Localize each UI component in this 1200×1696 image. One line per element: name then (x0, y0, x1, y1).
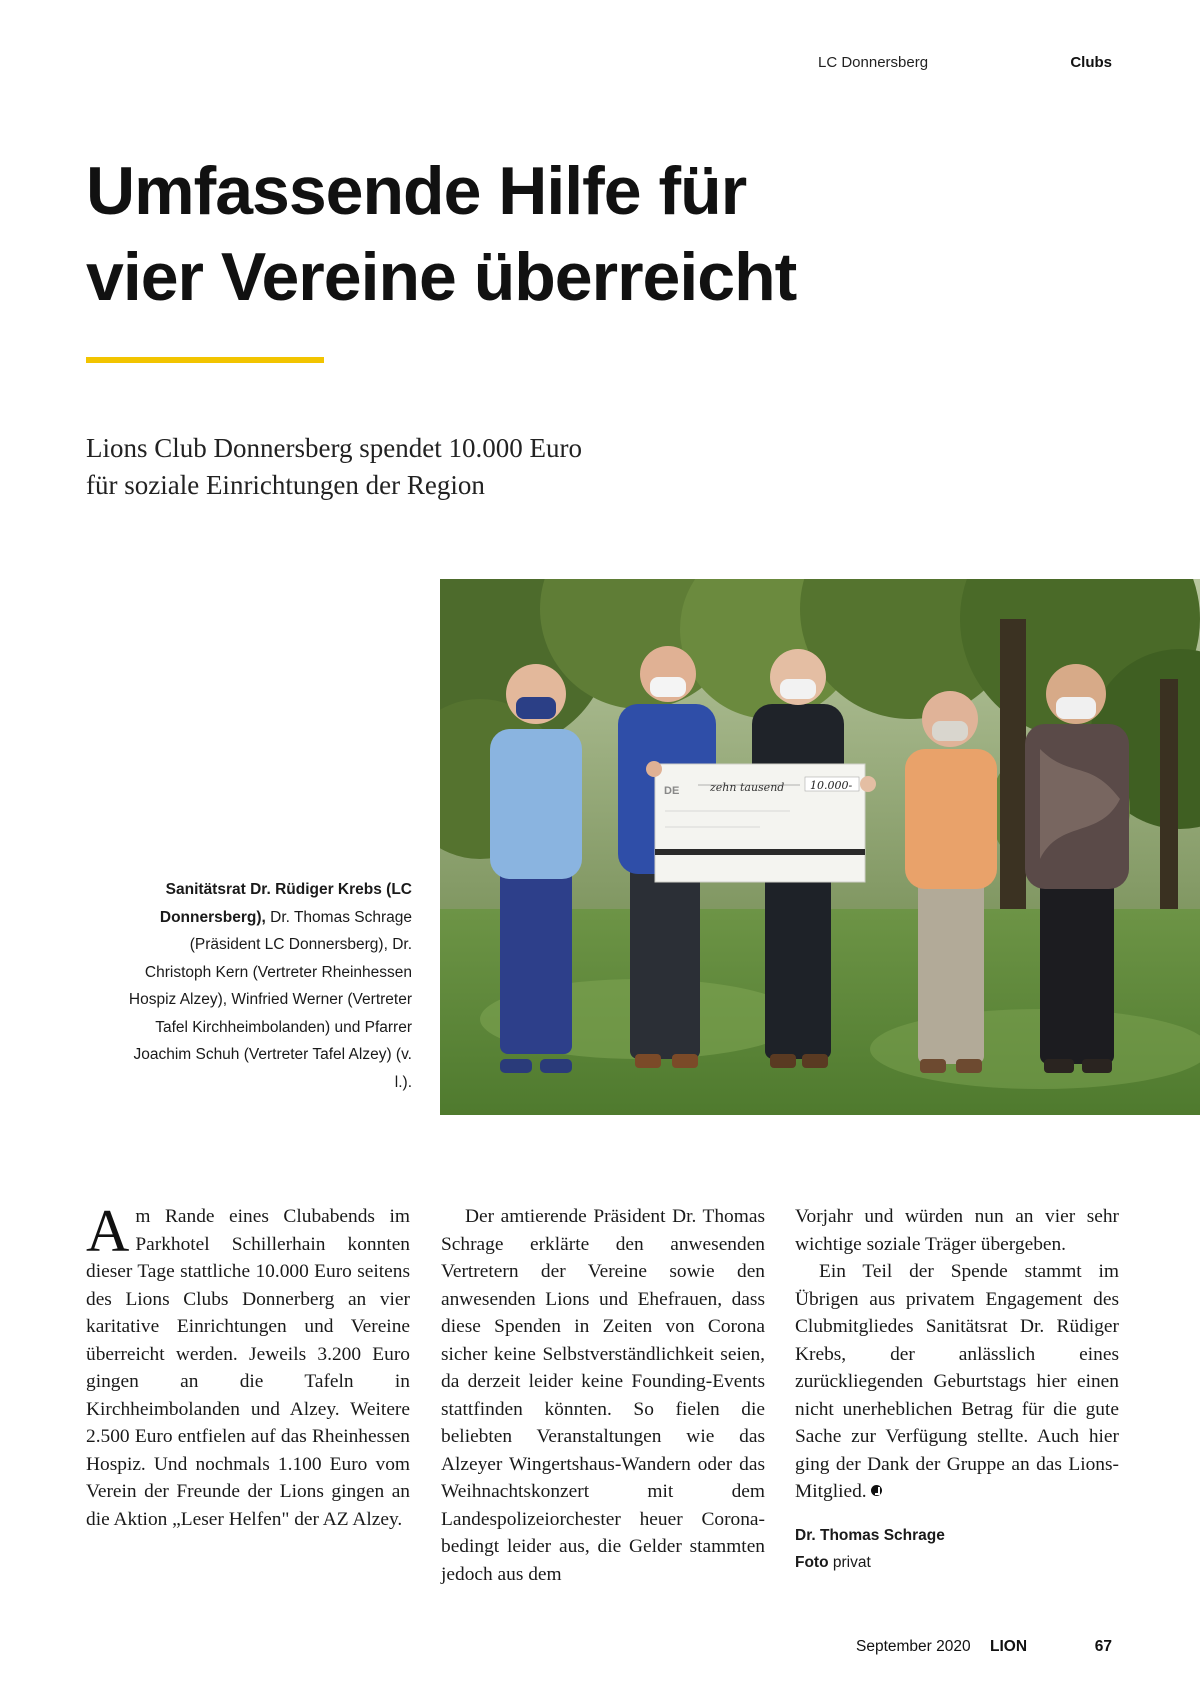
issue-date: September 2020 (856, 1638, 971, 1655)
caption-text: Dr. Thomas Schrage (Präsident LC Donnersberg), Dr. Christoph Kern (Vertreter Rheinhessen Hospiz Alzey), Winfried Werner (Vertreter Tafel Kirchheimbolanden) und Pfarrer Joachim Schuh (Vertreter Tafel Alzey) (v. l.). (128, 908, 412, 1091)
check-amount: 10.000- (810, 779, 853, 792)
body-paragraph-1: m Rande eines Clubabends im Parkhotel Schillerhain konnten dieser Tage stattliche 10.000 Euro seitens des Lions Clubs Donnerberg an vier karitative Einrichtungen und Vereine überreicht werden. Jeweils 3.200 Euro gingen an die Tafeln in Kirchheimbolanden und Alzey. Weitere 2.500 Euro entfielen auf das Rheinhessen Hospiz. Und nochmals 1.100 Euro vom Verein der Freunde der Lions gingen an die Aktion „Leser Helfen" der AZ Alzey. (86, 1206, 410, 1530)
author-name: Dr. Thomas Schrage (795, 1526, 945, 1544)
section-label: LC Donnersberg (818, 54, 929, 71)
rubric-label: Clubs (1070, 54, 1112, 71)
check-amount-words: zehn tausend (710, 781, 785, 794)
accent-rule (86, 357, 324, 363)
page-number: 67 (1094, 1638, 1112, 1655)
article-photo (440, 579, 1200, 1115)
magazine-name: LION (990, 1638, 1028, 1655)
subtitle-line-1: Lions Club Donnersberg spendet 10.000 Euro (86, 433, 582, 463)
body-paragraph-3b: Ein Teil der Spende stammt im Übrigen aus privatem Engagement des Clubmitgliedes Sanitätsrat Dr. Rüdiger Krebs, der anlässlich eines zurückliegenden Geburtstags hier einen nicht unerheblichen Betrag für die gute Sache zur Verfügung stellte. Auch hier ging der Dank der Gruppe an das Lions-Mitglied. (795, 1261, 1119, 1502)
body-column-3 (795, 1203, 1119, 1576)
subtitle-line-2: für soziale Einrichtungen der Region (86, 470, 485, 500)
body-paragraph-2: Der amtierende Präsident Dr. Thomas Schrage erklärte den anwesenden Vertretern der Vereine sowie den anwesenden Lions und Ehefrauen, dass diese Spenden in Zeiten von Corona sicher keine Selbstverständlichkeit seien, da derzeit leider keine Founding-Events stattfinden könnten. So fielen die beliebten Veranstaltungen wie das Alzeyer Wingertshaus-Wandern oder das Weihnachtskonzert mit dem Landespolizeiorchester heuer Corona-bedingt leider aus, die Gelder stammten jedoch aus dem (441, 1206, 765, 1585)
photo-caption (120, 876, 412, 1096)
person-5 (1025, 664, 1129, 1073)
donation-check (655, 764, 865, 882)
body-paragraph-3a: Vorjahr und würden nun an vier sehr wichtige soziale Träger übergeben. (795, 1206, 1119, 1255)
body-column-1 (86, 1198, 410, 1533)
drop-cap: A (86, 1198, 130, 1264)
article-end-icon (871, 1485, 882, 1496)
body-column-2 (441, 1203, 765, 1588)
article-subtitle (86, 430, 786, 504)
title-line-1: Umfassende Hilfe für (86, 153, 747, 229)
photo-credit-label: Foto (795, 1553, 829, 1571)
title-line-2: vier Vereine überreicht (86, 239, 797, 315)
article-title (86, 148, 1086, 320)
caption-names-bold: Sanitätsrat Dr. Rüdiger Krebs (LC Donnersberg), (159, 881, 412, 926)
check-logo: DE (664, 785, 680, 797)
photo-credit (795, 1549, 1119, 1576)
article-credits (795, 1522, 1119, 1576)
photo-credit-value: privat (828, 1553, 871, 1571)
